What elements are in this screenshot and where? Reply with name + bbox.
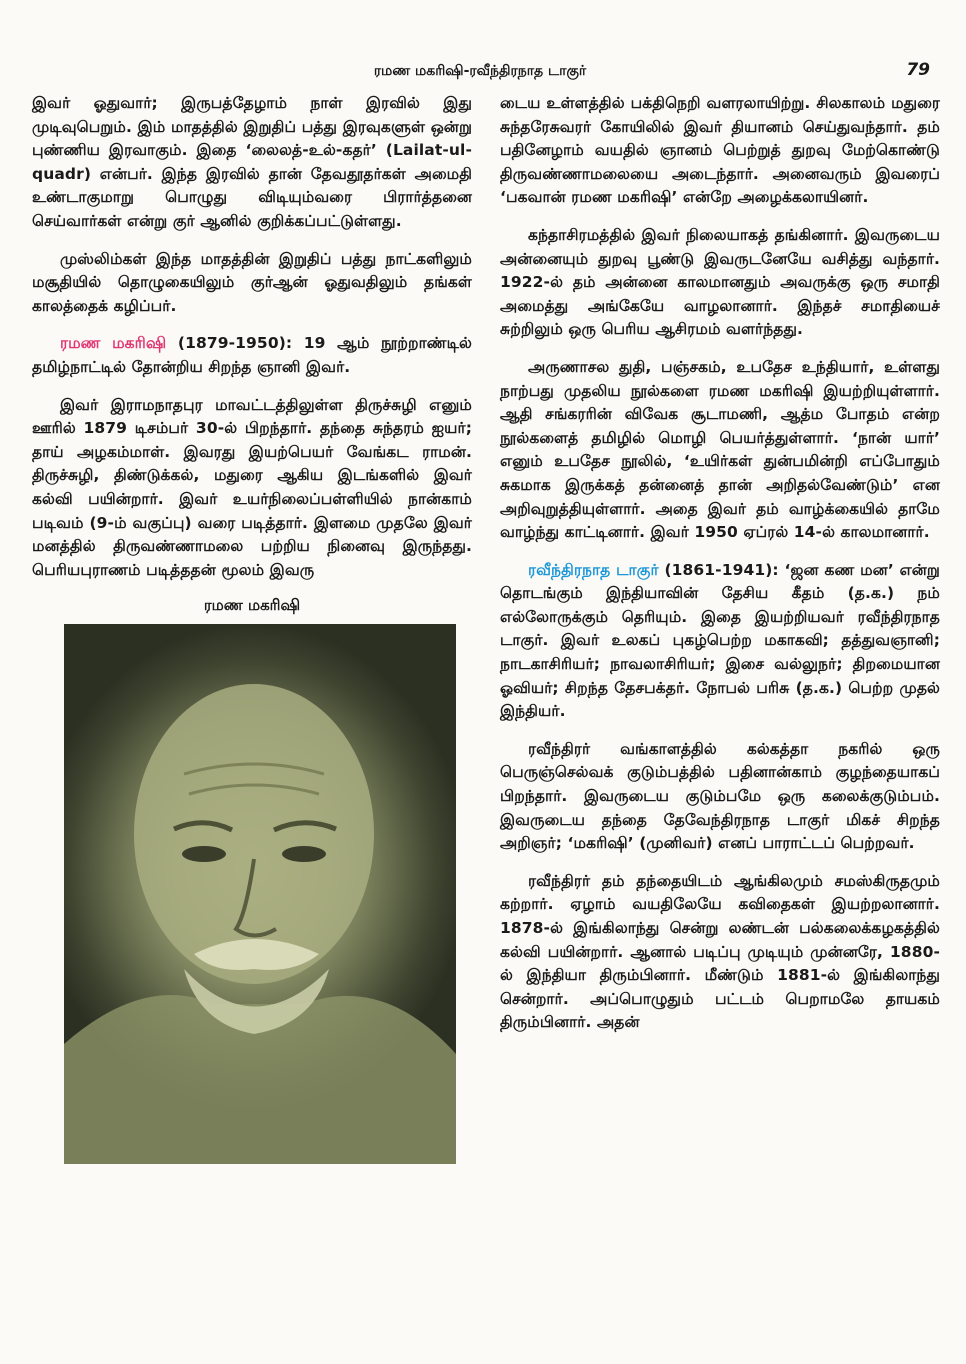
photo-caption: ரமண மகரிஷி (203, 596, 301, 615)
paragraph: இவர் இராமநாதபுர மாவட்டத்திலுள்ள திருச்சுழி எனும் ஊரில் 1879 டிசம்பர் 30-ல் பிறந்தார். தந்தை சுந்தரம் ஐயர்; தாய் அழகம்மாள். இவரது இயற்பெயர் வேங்கட ராமன். திருச்சுழி, திண்டுக்கல், மதுரை ஆகிய இடங்களில் இவர் கல்வி பயின்றார். இவர் உயர்நிலைப்பள்ளியில் நான்காம் படிவம் (9-ம் வகுப்பு) வரை படித்தார். இளமை முதலே இவர் மனத்தில் திருவண்ணாமலை பற்றிய நினைவு இருந்தது. பெரியபுராணம் படித்ததன் மூலம் இவரு (32, 395, 472, 579)
entry-text: (1861-1941): ‘ஜன கண மன’ என்று தொடங்கும் இந்தியாவின் தேசிய கீதம் (த.க.) நம் எல்லோருக்கும் தெரியும். இதை இயற்றியவர் ரவீந்திரநாத டாகுர். இவர் உலகப் புகழ்பெற்ற மகாகவி; தத்துவஞானி; நாடகாசிரியர்; நாவலாசிரியர்; இசை வல்லுநர்; திறமையான ஓவியர்; சிறந்த தேசபக்தர். நோபல் பரிசு (த.க.) பெற்ற முதல் இந்தியர். (500, 560, 940, 721)
page-number: 79 (906, 60, 930, 80)
paragraph: கந்தாசிரமத்தில் இவர் நிலையாகத் தங்கினார். இவருடைய அன்னையும் துறவு பூண்டு இவருடனேயே வசித்து வந்தார். 1922-ல் தம் அன்னை காலமானதும் அவருக்கு ஒரு சமாதி அமைத்து அங்கேயே வாழலானார். இந்தச் சமாதியைச் சுற்றிலும் ஒரு பெரிய ஆசிரமம் வளர்ந்தது. (500, 225, 940, 339)
entry-heading: ரவீந்திரநாத டாகுர் (528, 560, 659, 579)
paragraph: ரவீந்திரர் வங்காளத்தில் கல்கத்தா நகரில் ஒரு பெருஞ்செல்வக் குடும்பத்தில் பதினான்காம் குழந்தையாகப் பிறந்தார். இவருடைய குடும்பமே ஒரு கலைக்குடும்பம். இவருடைய தந்தை தேவேந்திரநாத டாகுர் மிகச் சிறந்த அறிஞர்; ‘மகரிஷி’ (முனிவர்) எனப் பாராட்டப் பெற்றவர். (500, 739, 940, 853)
entry-ramana (32, 332, 472, 379)
paragraph: அருணாசல துதி, பஞ்சகம், உபதேச உந்தியார், உள்ளது நாற்பது முதலிய நூல்களை ரமண மகரிஷி இயற்றியுள்ளார். ஆதி சங்கரரின் விவேக சூடாமணி, ஆத்ம போதம் என்ற நூல்களைத் தமிழில் மொழி பெயர்த்துள்ளார். ‘நான் யார்’ எனும் உபதேச நூலில், ‘உயிர்கள் துன்பமின்றி எப்போதும் சுகமாக இருக்கத் தன்னைத் தான் அறிதல்வேண்டும்’ என அறிவுறுத்தியுள்ளார். அதை இவர் தம் வாழ்க்கையில் தாமே வாழ்ந்து காட்டினார். இவர் 1950 ஏப்ரல் 14-ல் காலமானார். (500, 357, 940, 542)
entry-text: (1879-1950): 19 ஆம் நூற்றாண்டில் தமிழ்நாட்டில் தோன்றிய சிறந்த ஞானி இவர். (32, 334, 472, 376)
paragraph: முஸ்லிம்கள் இந்த மாதத்தின் இறுதிப் பத்து நாட்களிலும் மசூதியில் தொழுகையிலும் குர்ஆன் ஓதுவதிலும் தங்கள் காலத்தைக் கழிப்பர். (32, 249, 472, 315)
paragraph: டைய உள்ளத்தில் பக்திநெறி வளரலாயிற்று. சிலகாலம் மதுரை சுந்தரேசுவரர் கோயிலில் இவர் தியானம் செய்துவந்தார். தம் பதினேழாம் வயதில் ஞானம் பெற்றுத் துறவு மேற்கொண்டு திருவண்ணாமலையை அடைந்தார். அனைவரும் இவரைப் ‘பகவான் ரமண மகரிஷி’ என்றே அழைக்கலாயினர். (500, 94, 940, 207)
page-header (30, 60, 930, 84)
left-column (32, 92, 472, 1164)
entry-tagore (500, 559, 940, 724)
portrait-illustration (64, 624, 456, 1164)
portrait-photo (64, 624, 456, 1164)
running-title: ரமண மகரிஷி-ரவீந்திரநாத டாகுர் (373, 63, 587, 79)
entry-heading: ரமண மகரிஷி (60, 334, 167, 353)
right-column (500, 92, 940, 1049)
paragraph: இவர் ஓதுவார்; இருபத்தேழாம் நாள் இரவில் இது முடிவுபெறும். இம் மாதத்தில் இறுதிப் பத்து இரவுகளுள் ஒன்று புண்ணிய இரவாகும். இதை ‘லைலத்-உல்-கதர்’ (Lailat-ul-quadr) என்பர். இந்த இரவில் தான் தேவதூதர்கள் அமைதி உண்டாகுமாறு பொழுது விடியும்வரை பிரார்த்தனை செய்வார்கள் என்று குர் ஆனில் குறிக்கப்பட்டுள்ளது. (32, 94, 472, 230)
paragraph: ரவீந்திரர் தம் தந்தையிடம் ஆங்கிலமும் சமஸ்கிருதமும் கற்றார். ஏழாம் வயதிலேயே கவிதைகள் இயற்றலானார். 1878-ல் இங்கிலாந்து சென்று லண்டன் பல்கலைக்கழகத்தில் கல்வி பயின்றார். ஆனால் படிப்பு முடியும் முன்னரே, 1880-ல் இந்தியா திரும்பினார். மீண்டும் 1881-ல் இங்கிலாந்து சென்றார். அப்பொழுதும் பட்டம் பெறாமலே தாயகம் திரும்பினார். அதன் (500, 871, 940, 1032)
